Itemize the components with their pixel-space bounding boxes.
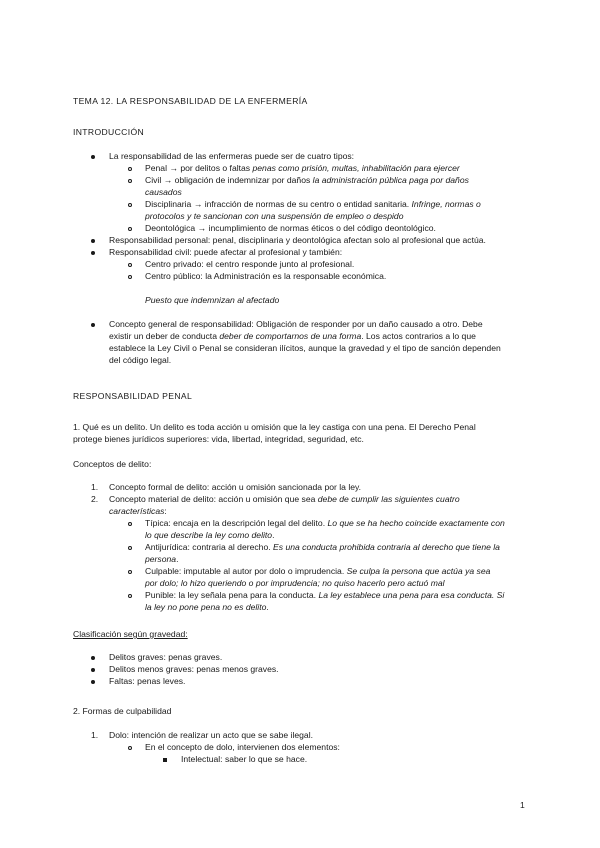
bullet-ring [128,746,132,750]
conceptos-heading: Conceptos de delito: [73,459,152,469]
bullet-ring [128,594,132,598]
bullet-ring [128,522,132,526]
antijuridica-cont: persona. [145,554,179,564]
type-deontologica: Deontológica → incumplimiento de normas éticos o del código deontológico. [145,223,436,233]
bullet-dot [91,251,95,255]
type-civil-cont: causados [145,187,182,197]
culpable: Culpable: imputable al autor por dolo o imprudencia. Se culpa la persona que actúa ya sea [145,566,491,576]
clasificacion-heading: Clasificación según gravedad: [73,629,188,639]
bullet-dot [91,155,95,159]
intro-note: Puesto que indemnizan al afectado [145,295,280,305]
list-number: 1. [91,482,99,492]
bullet-ring [128,275,132,279]
punible-cont: la ley no pone pena no es delito. [145,602,269,612]
delitos-menos-graves: Delitos menos graves: penas menos graves. [109,664,279,674]
type-disciplinaria: Disciplinaria → infracción de normas de su centro o entidad sanitaria. Infringe, normas o [145,199,481,209]
bullet-ring [128,179,132,183]
delito-def-line2: protege bienes jurídicos superiores: vida, libertad, integridad, seguridad, etc. [73,434,364,444]
intro-bullet-civil: Responsabilidad civil: puede afectar al profesional y también: [109,247,343,257]
concepto-general-line1: Concepto general de responsabilidad: Obligación de responder por un daño causado a otro. Debe [109,319,483,329]
concepto-general-line3: establece la Ley Civil o Penal se consideran ilícitos, aunque la gravedad y el tipo de sanción dependen [109,343,501,353]
antijuridica: Antijurídica: contraria al derecho. Es una conducta prohibida contraria al derecho que tiene la [145,542,500,552]
centro-privado: Centro privado: el centro responde junto al profesional. [145,259,355,269]
concepto-material-cont: características: [109,506,167,516]
bullet-ring [128,227,132,231]
punible: Punible: la ley señala pena para la conducta. La ley establece una pena para esa conducta. Si [145,590,505,600]
bullet-dot [91,680,95,684]
intro-heading: INTRODUCCIÓN [73,127,145,137]
list-number: 1. [91,730,99,740]
tipica-cont: lo que describe la ley como delito. [145,530,275,540]
bullet-ring [128,167,132,171]
intro-bullet-types: La responsabilidad de las enfermeras puede ser de cuatro tipos: [109,151,355,161]
intro-bullet-personal: Responsabilidad personal: penal, disciplinaria y deontológica afectan solo al profesional que actúa. [109,235,486,245]
concepto-material: Concepto material de delito: acción u omisión que sea debe de cumplir las siguientes cuatro [109,494,460,504]
bullet-ring [128,263,132,267]
bullet-ring [128,546,132,550]
bullet-square [163,758,167,762]
concepto-formal: Concepto formal de delito: acción u omisión sancionada por la ley. [109,482,362,492]
culpable-cont: por dolo; lo hizo queriendo o por imprudencia; no quiso hacerlo pero actuó mal [145,578,445,588]
bullet-dot [91,239,95,243]
bullet-dot [91,323,95,327]
intelectual: Intelectual: saber lo que se hace. [181,754,308,764]
bullet-dot [91,668,95,672]
document-title: TEMA 12. LA RESPONSABILIDAD DE LA ENFERMERÍA [73,96,308,106]
delito-def-line1: 1. Qué es un delito. Un delito es toda acción u omisión que la ley castiga con una pena. El Derecho Penal [73,422,476,432]
bullet-ring [128,203,132,207]
bullet-ring [128,570,132,574]
type-disciplinaria-cont: protocolos y te sancionan con una suspensión de empleo o despido [145,211,404,221]
list-number: 2. [91,494,99,504]
centro-publico: Centro público: la Administración es la responsable económica. [145,271,387,281]
page-number: 1 [520,800,525,810]
concepto-general-line2: existir un deber de conducta deber de comportarnos de una forma. Los actos contrarios a lo que [109,331,476,341]
faltas: Faltas: penas leves. [109,676,186,686]
type-penal: Penal → por delitos o faltas penas como prisión, multas, inhabilitación para ejercer [145,163,460,173]
tipica: Típica: encaja en la descripción legal del delito. Lo que se ha hecho coincide exactamente con [145,518,505,528]
type-civil: Civil → obligación de indemnizar por daños la administración pública paga por daños [145,175,469,185]
delitos-graves: Delitos graves: penas graves. [109,652,223,662]
penal-heading: RESPONSABILIDAD PENAL [73,391,193,401]
dolo-elementos: En el concepto de dolo, intervienen dos elementos: [145,742,340,752]
formas-heading: 2. Formas de culpabilidad [73,706,172,716]
concepto-general-line4: del código legal. [109,355,172,365]
dolo: Dolo: intención de realizar un acto que se sabe ilegal. [109,730,313,740]
bullet-dot [91,656,95,660]
